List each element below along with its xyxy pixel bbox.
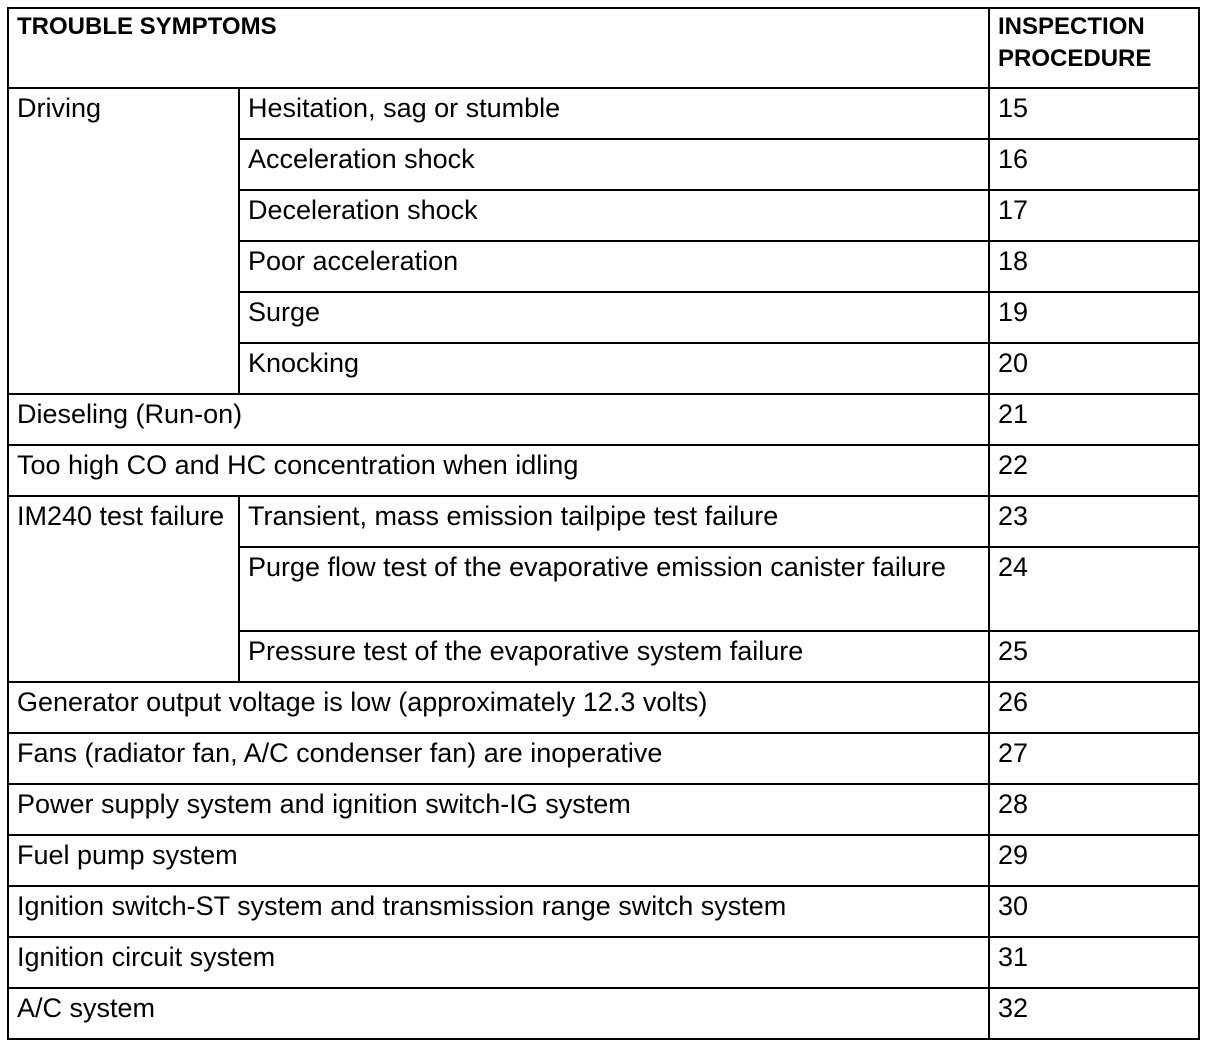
table-row [8,394,1199,445]
procedure-cell: 26 [989,682,1199,733]
procedure-cell: 19 [989,292,1199,343]
table-row [8,937,1199,988]
table-row [8,784,1199,835]
procedure-cell: 28 [989,784,1199,835]
symptom-cell: Purge flow test of the evaporative emission canister failure [239,547,989,631]
symptom-cell: Ignition circuit system [8,937,989,988]
table-row [8,733,1199,784]
procedure-cell: 32 [989,988,1199,1039]
procedure-cell: 21 [989,394,1199,445]
procedure-cell: 22 [989,445,1199,496]
symptom-cell: Pressure test of the evaporative system failure [239,631,989,682]
symptom-cell: Dieseling (Run-on) [8,394,989,445]
table-row [8,886,1199,937]
table-row [8,496,1199,547]
symptom-cell: Deceleration shock [239,190,989,241]
symptom-cell: Too high CO and HC concentration when idling [8,445,989,496]
procedure-cell: 24 [989,547,1199,631]
header-row [8,8,1199,88]
trouble-symptoms-table [7,7,1200,1040]
procedure-cell: 30 [989,886,1199,937]
procedure-cell: 17 [989,190,1199,241]
symptom-cell: Transient, mass emission tailpipe test failure [239,496,989,547]
symptom-cell: Acceleration shock [239,139,989,190]
procedure-cell: 18 [989,241,1199,292]
procedure-cell: 16 [989,139,1199,190]
procedure-cell: 23 [989,496,1199,547]
table-row [8,835,1199,886]
symptom-cell: Ignition switch-ST system and transmission range switch system [8,886,989,937]
symptom-cell: Knocking [239,343,989,394]
symptom-cell: A/C system [8,988,989,1039]
table-row [8,682,1199,733]
symptom-cell: Poor acceleration [239,241,989,292]
procedure-cell: 27 [989,733,1199,784]
header-inspection-procedure: INSPECTION PROCEDURE [989,8,1199,88]
symptom-cell: Hesitation, sag or stumble [239,88,989,139]
table-row [8,445,1199,496]
header-trouble-symptoms: TROUBLE SYMPTOMS [8,8,989,88]
procedure-cell: 15 [989,88,1199,139]
procedure-cell: 20 [989,343,1199,394]
group-label-driving: Driving [8,88,239,394]
procedure-cell: 29 [989,835,1199,886]
table-row [8,988,1199,1039]
table-row [8,88,1199,139]
symptom-cell: Fans (radiator fan, A/C condenser fan) are inoperative [8,733,989,784]
symptom-cell: Surge [239,292,989,343]
procedure-cell: 25 [989,631,1199,682]
group-label-im240: IM240 test failure [8,496,239,682]
symptom-cell: Power supply system and ignition switch-IG system [8,784,989,835]
procedure-cell: 31 [989,937,1199,988]
symptom-cell: Fuel pump system [8,835,989,886]
symptom-cell: Generator output voltage is low (approximately 12.3 volts) [8,682,989,733]
